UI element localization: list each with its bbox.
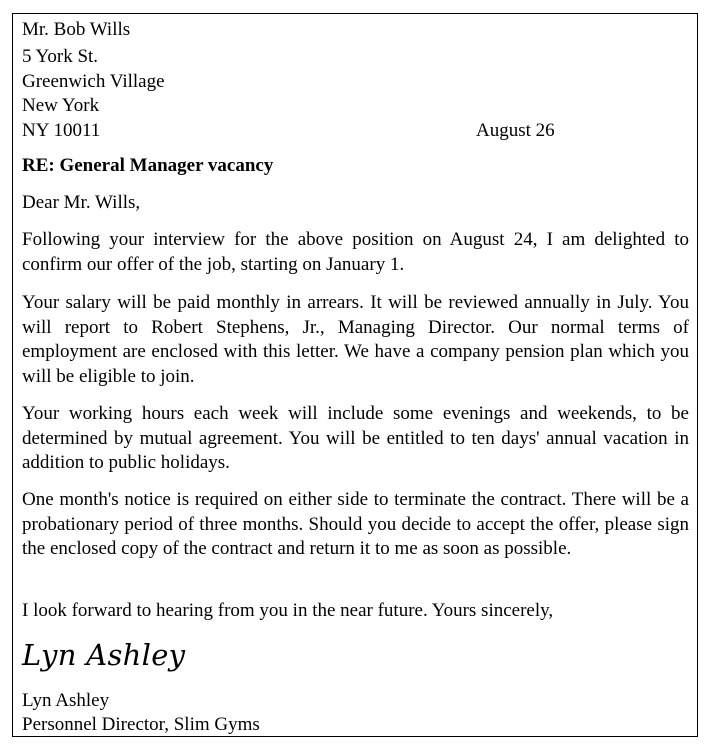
letter-date: August 26 [476, 120, 555, 141]
letter-document [12, 13, 698, 737]
paragraph-salary: Your salary will be paid monthly in arrears. It will be reviewed annually in July. You will report to Robert Stephens, Jr., Managing Director. Our normal terms of employment are enclosed with this letter. We have a company pension plan which you will be eligible to join. [22, 292, 689, 387]
recipient-name: Mr. Bob Wills [22, 19, 131, 40]
salutation: Dear Mr. Wills, [22, 192, 141, 213]
recipient-district: Greenwich Village [22, 71, 165, 92]
recipient-street: 5 York St. [22, 46, 99, 67]
signer-title: Personnel Director, Slim Gyms [22, 714, 260, 735]
recipient-city: New York [22, 95, 100, 116]
signer-name: Lyn Ashley [22, 690, 110, 711]
recipient-state-zip: NY 10011 [22, 120, 101, 141]
paragraph-offer: Following your interview for the above position on August 24, I am delighted to confirm our offer of the job, starting on January 1. [22, 229, 689, 275]
paragraph-hours: Your working hours each week will include some evenings and weekends, to be determined by mutual agreement. You will be entitled to ten days' annual vacation in addition to public holidays. [22, 403, 689, 474]
handwritten-signature: Lyn Ashley [22, 638, 186, 672]
subject-line: RE: General Manager vacancy [22, 155, 274, 176]
closing-line: I look forward to hearing from you in the near future. Yours sincerely, [22, 600, 554, 621]
paragraph-notice: One month's notice is required on either side to terminate the contract. There will be a probationary period of three months. Should you decide to accept the offer, please sign the enclosed copy of the contract and return it to me as soon as possible. [22, 489, 689, 560]
